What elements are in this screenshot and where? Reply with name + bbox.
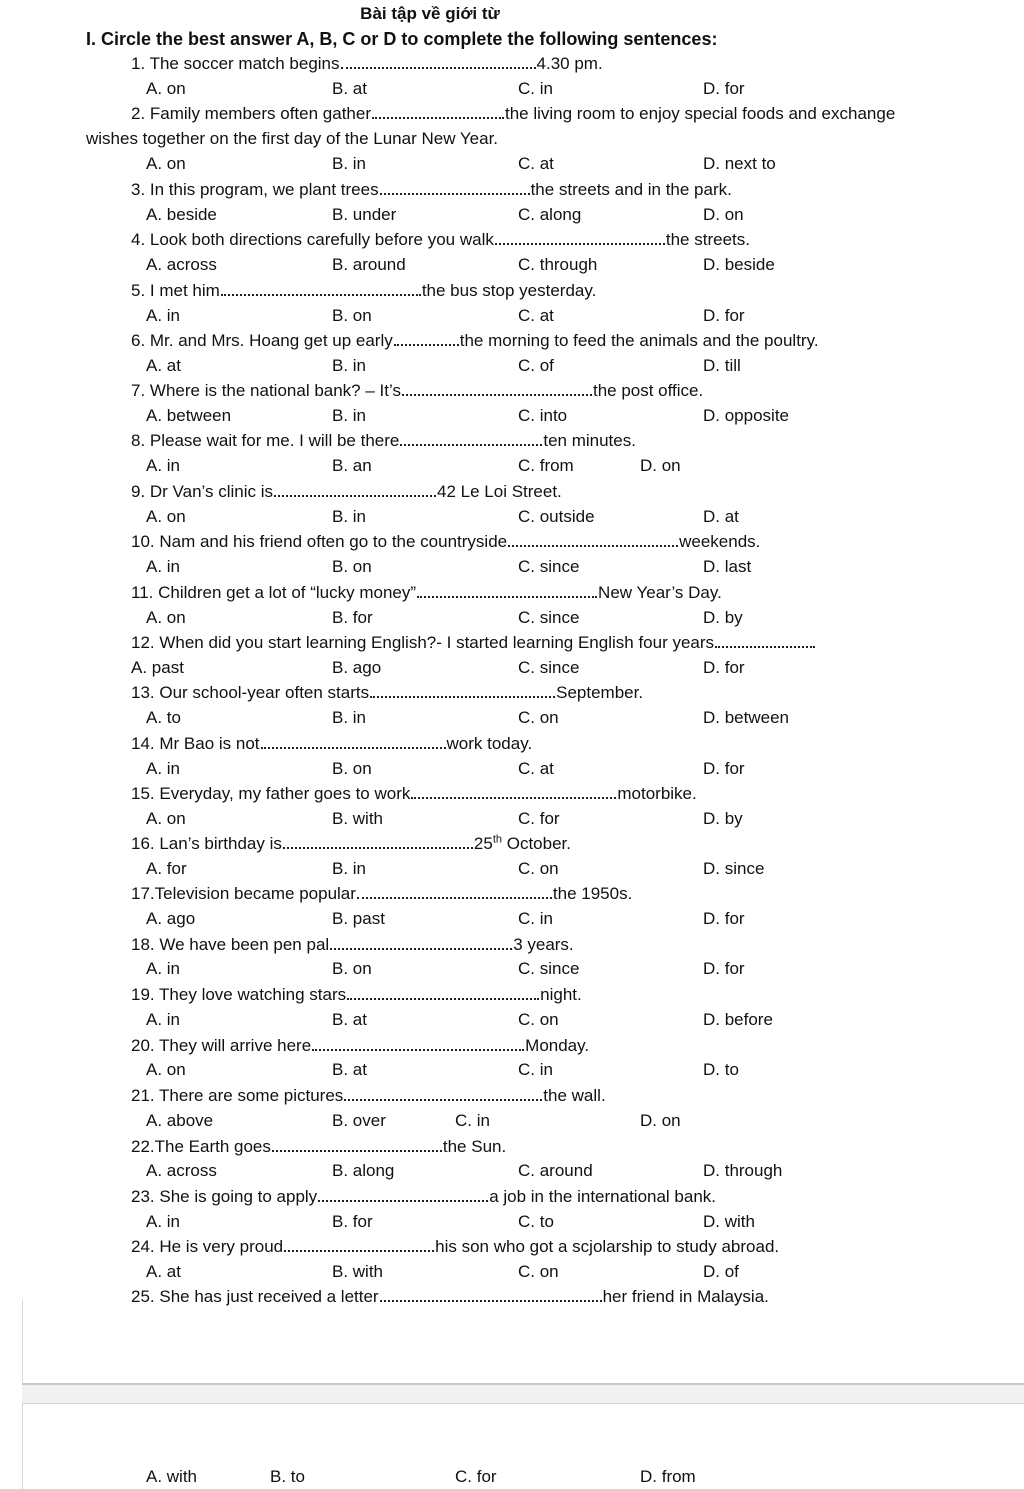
question-text [131, 179, 732, 201]
answer-option-d[interactable]: D. opposite [703, 406, 789, 425]
page-title: Bài tập về giới từ [360, 4, 500, 23]
question-ending: September. [556, 683, 644, 702]
answer-blank[interactable] [380, 1287, 602, 1302]
question-stem: 1. The soccer match begins [131, 54, 340, 73]
answer-option-c[interactable]: C. to [518, 1212, 554, 1231]
answer-option-b[interactable]: B. in [332, 708, 367, 727]
answer-option-b[interactable]: B. at [332, 1060, 367, 1079]
answer-blank[interactable] [312, 1036, 524, 1051]
answer-option-c[interactable]: C. through [518, 255, 598, 274]
question-stem: 19. They love watching stars [131, 985, 347, 1004]
answer-option-a[interactable]: A. on [146, 154, 186, 173]
answer-option-b[interactable]: B. on [332, 959, 372, 978]
answer-option-d[interactable]: D. for [703, 959, 745, 978]
answer-blank[interactable] [357, 884, 552, 899]
question-stem: 14. Mr Bao is not [131, 734, 260, 753]
question-ending: work today. [446, 734, 533, 753]
answer-option-a[interactable]: A. in [146, 306, 181, 325]
question-stem: 21. There are some pictures [131, 1086, 344, 1105]
answer-option-c[interactable]: C. in [518, 1060, 553, 1079]
answer-option-d[interactable]: D. last [703, 557, 752, 576]
answer-option-c[interactable]: C. on [518, 708, 559, 727]
answer-blank[interactable] [341, 54, 536, 69]
answer-option-b[interactable]: B. with [332, 1262, 384, 1281]
answer-option-b[interactable]: B. for [332, 1212, 373, 1231]
question-stem: 8. Please wait for me. I will be there [131, 431, 400, 450]
answer-option-b[interactable]: B. along [332, 1161, 395, 1180]
answer-option-c[interactable]: C. in [455, 1111, 490, 1130]
answer-option-a[interactable]: A. in [146, 557, 181, 576]
question-text [131, 229, 750, 251]
date-suffix: th [492, 833, 503, 846]
answer-option-d[interactable]: D. for [703, 79, 745, 98]
answer-option-b[interactable]: B. under [332, 205, 397, 224]
answer-option-d[interactable]: D. by [703, 608, 743, 627]
answer-blank[interactable] [400, 431, 542, 446]
answer-option-a[interactable]: A. in [146, 959, 181, 978]
answer-option-c[interactable]: C. at [518, 759, 554, 778]
question-stem: 10. Nam and his friend often go to the countryside [131, 532, 508, 551]
answer-option-c[interactable]: C. along [518, 205, 582, 224]
answer-option-a[interactable]: A. between [146, 406, 232, 425]
answer-option-c[interactable]: C. in [518, 79, 553, 98]
question-stem: 2. Family members often gather [131, 104, 371, 123]
answer-option-c[interactable]: C. from [518, 456, 574, 475]
answer-option-a[interactable]: A. across [146, 255, 217, 274]
question-ending: the streets. [665, 230, 750, 249]
question-stem: 16. Lan’s birthday is [131, 834, 282, 853]
answer-option-b[interactable]: B. on [332, 557, 372, 576]
question-continuation: wishes together on the first day of the Lunar New Year. [86, 129, 499, 148]
answer-option-b[interactable]: B. at [332, 1010, 367, 1029]
question-text [131, 582, 722, 604]
question-text [131, 103, 895, 125]
question-stem: 12. When did you start learning English?- I started learning English four years [131, 633, 715, 652]
question-ending: night. [540, 985, 582, 1004]
answer-option-b[interactable]: B. over [332, 1111, 386, 1130]
question-stem: 15. Everyday, my father goes to work [131, 784, 411, 803]
answer-option-a[interactable]: A. to [146, 708, 181, 727]
answer-option-d[interactable]: D. till [703, 356, 741, 375]
answer-option-d[interactable]: D. at [703, 507, 739, 526]
answer-option-c[interactable]: C. for [455, 1467, 497, 1486]
question-text [131, 330, 819, 352]
question-ending: 3 years. [513, 935, 574, 954]
question-ending: a job in the international bank. [489, 1187, 717, 1206]
answer-option-a[interactable]: A. on [146, 608, 186, 627]
question-text [131, 783, 697, 805]
question-ending: his son who got a scjolarship to study abroad. [435, 1237, 780, 1256]
question-stem: 22.The Earth goes [131, 1137, 271, 1156]
question-stem: 24. He is very proud [131, 1237, 284, 1256]
answer-option-b[interactable]: B. on [332, 759, 372, 778]
date-number: 25 [473, 834, 493, 853]
question-stem: 23. She is going to apply [131, 1187, 318, 1206]
answer-option-c[interactable]: C. since [518, 608, 580, 627]
answer-option-c[interactable]: C. for [518, 809, 560, 828]
answer-option-a[interactable]: A. in [146, 759, 181, 778]
question-text [131, 1035, 589, 1057]
question-text [131, 380, 703, 402]
answer-option-d[interactable]: D. by [703, 809, 743, 828]
answer-option-a[interactable]: A. in [146, 1010, 181, 1029]
question-stem: 13. Our school-year often starts [131, 683, 370, 702]
question-stem: 9. Dr Van’s clinic is [131, 482, 274, 501]
answer-blank[interactable] [402, 381, 592, 396]
answer-option-c[interactable]: C. on [518, 1010, 559, 1029]
answer-blank[interactable] [284, 1237, 434, 1252]
answer-option-a[interactable]: A. on [146, 809, 186, 828]
answer-option-d[interactable]: D. next to [703, 154, 776, 173]
answer-blank[interactable] [344, 1086, 542, 1101]
answer-blank[interactable] [508, 532, 678, 547]
question-text [131, 632, 816, 654]
page-divider-lower [22, 1403, 1024, 1404]
question-ending: the bus stop yesterday. [421, 281, 597, 300]
answer-option-d[interactable]: D. for [703, 306, 745, 325]
question-stem: 3. In this program, we plant trees [131, 180, 379, 199]
question-text [131, 883, 632, 905]
answer-option-d[interactable]: D. to [703, 1060, 739, 1079]
answer-blank[interactable] [261, 734, 446, 749]
answer-option-d[interactable]: D. since [703, 859, 765, 878]
question-stem: 7. Where is the national bank? – It’s [131, 381, 401, 400]
question-text [131, 1085, 606, 1107]
answer-blank[interactable] [347, 985, 539, 1000]
answer-option-c[interactable]: C. of [518, 356, 554, 375]
question-ending: the streets and in the park. [530, 180, 732, 199]
answer-option-d[interactable]: D. for [703, 658, 745, 677]
answer-option-a[interactable]: A. at [146, 356, 181, 375]
question-ending: the living room to enjoy special foods and exchange [504, 104, 896, 123]
answer-blank[interactable] [272, 1137, 442, 1152]
question-text [131, 280, 596, 302]
answer-option-a[interactable]: A. on [146, 507, 186, 526]
question-ending: her friend in Malaysia. [602, 1287, 769, 1306]
question-ending: October. [502, 834, 571, 853]
question-ending: weekends. [679, 532, 761, 551]
question-stem: 18. We have been pen pal [131, 935, 330, 954]
answer-option-a[interactable]: A. ago [146, 909, 196, 928]
question-text [131, 1186, 716, 1208]
answer-option-d[interactable]: D. with [703, 1212, 755, 1231]
answer-option-d[interactable]: D. of [703, 1262, 739, 1281]
answer-blank[interactable] [372, 104, 504, 119]
section-heading: I. Circle the best answer A, B, C or D to complete the following sentences: [86, 29, 718, 49]
answer-option-a[interactable]: A. across [146, 1161, 217, 1180]
answer-option-a[interactable]: A. past [131, 658, 184, 677]
question-ending: the wall. [543, 1086, 606, 1105]
answer-option-a[interactable]: A. for [146, 859, 187, 878]
answer-option-d[interactable]: D. before [703, 1010, 773, 1029]
answer-option-d[interactable]: D. for [703, 909, 745, 928]
answer-option-d[interactable]: D. on [640, 456, 681, 475]
question-stem: 20. They will arrive here [131, 1036, 312, 1055]
question-ending: the Sun. [442, 1137, 507, 1156]
answer-option-d[interactable]: D. on [640, 1111, 681, 1130]
question-ending: 4.30 pm. [536, 54, 603, 73]
answer-blank[interactable] [394, 331, 459, 346]
question-text [131, 1236, 779, 1258]
answer-blank[interactable] [330, 935, 512, 950]
question-ending: motorbike. [617, 784, 697, 803]
answer-blank[interactable] [370, 683, 555, 698]
answer-option-b[interactable]: B. in [332, 406, 367, 425]
answer-option-b[interactable]: B. at [332, 79, 367, 98]
answer-option-d[interactable]: D. for [703, 759, 745, 778]
question-ending: ten minutes. [543, 431, 636, 450]
question-text [131, 430, 636, 452]
answer-option-a[interactable]: A. at [146, 1262, 181, 1281]
answer-option-b[interactable]: B. past [332, 909, 385, 928]
answer-option-a[interactable]: A. with [146, 1467, 198, 1486]
answer-option-b[interactable]: B. in [332, 859, 367, 878]
answer-option-c[interactable]: C. since [518, 557, 580, 576]
answer-option-b[interactable]: B. with [332, 809, 384, 828]
answer-option-a[interactable]: A. on [146, 79, 186, 98]
question-stem: 4. Look both directions carefully before you walk [131, 230, 494, 249]
question-stem: 17.Television became popular [131, 884, 356, 903]
answer-option-c[interactable]: C. into [518, 406, 568, 425]
question-text [131, 1136, 506, 1158]
answer-option-c[interactable]: C. since [518, 959, 580, 978]
answer-option-b[interactable]: B. around [332, 255, 406, 274]
question-text [131, 934, 574, 956]
question-text [131, 733, 532, 755]
answer-option-d[interactable]: D. beside [703, 255, 775, 274]
answer-option-a[interactable]: A. beside [146, 205, 217, 224]
answer-blank[interactable] [417, 583, 597, 598]
page-gap [22, 1385, 1024, 1403]
question-stem: 5. I met him [131, 281, 220, 300]
question-text [131, 531, 760, 553]
answer-blank[interactable] [715, 633, 815, 648]
question-text [131, 833, 571, 855]
answer-option-c[interactable]: C. in [518, 909, 553, 928]
question-ending: the post office. [592, 381, 704, 400]
answer-blank[interactable] [411, 784, 616, 799]
question-stem: 11. Children get a lot of “lucky money” [131, 583, 417, 602]
answer-option-b[interactable]: B. to [270, 1467, 305, 1486]
answer-option-b[interactable]: B. ago [332, 658, 382, 677]
answer-option-d[interactable]: D. from [640, 1467, 696, 1486]
question-text [131, 984, 582, 1006]
answer-blank[interactable] [283, 834, 473, 849]
answer-option-c[interactable]: C. at [518, 306, 554, 325]
answer-blank[interactable] [380, 180, 530, 195]
answer-option-b[interactable]: B. in [332, 507, 367, 526]
answer-option-d[interactable]: D. through [703, 1161, 783, 1180]
answer-option-c[interactable]: C. since [518, 658, 580, 677]
answer-option-d[interactable]: D. between [703, 708, 789, 727]
answer-option-a[interactable]: A. above [146, 1111, 214, 1130]
question-stem: 6. Mr. and Mrs. Hoang get up early [131, 331, 393, 350]
answer-blank[interactable] [274, 482, 436, 497]
answer-option-a[interactable]: A. in [146, 1212, 181, 1231]
answer-blank[interactable] [495, 230, 665, 245]
question-text [131, 481, 562, 503]
answer-option-b[interactable]: B. in [332, 356, 367, 375]
question-stem: 25. She has just received a letter [131, 1287, 379, 1306]
answer-option-b[interactable]: B. for [332, 608, 373, 627]
answer-blank[interactable] [318, 1187, 488, 1202]
answer-option-a[interactable]: A. in [146, 456, 181, 475]
answer-option-c[interactable]: C. on [518, 859, 559, 878]
question-ending: Monday. [525, 1036, 590, 1055]
question-ending: 42 Le Loi Street. [437, 482, 562, 501]
answer-blank[interactable] [221, 281, 421, 296]
answer-option-c[interactable]: C. at [518, 154, 554, 173]
answer-option-b[interactable]: B. an [332, 456, 372, 475]
question-ending: the 1950s. [552, 884, 633, 903]
question-text [131, 53, 603, 75]
question-text [131, 1286, 769, 1308]
question-text [131, 682, 643, 704]
answer-option-c[interactable]: C. outside [518, 507, 595, 526]
answer-option-c[interactable]: C. around [518, 1161, 593, 1180]
question-ending: the morning to feed the animals and the poultry. [459, 331, 819, 350]
answer-option-b[interactable]: B. on [332, 306, 372, 325]
answer-option-c[interactable]: C. on [518, 1262, 559, 1281]
answer-option-b[interactable]: B. in [332, 154, 367, 173]
question-ending: New Year’s Day. [598, 583, 722, 602]
answer-option-d[interactable]: D. on [703, 205, 744, 224]
answer-option-a[interactable]: A. on [146, 1060, 186, 1079]
